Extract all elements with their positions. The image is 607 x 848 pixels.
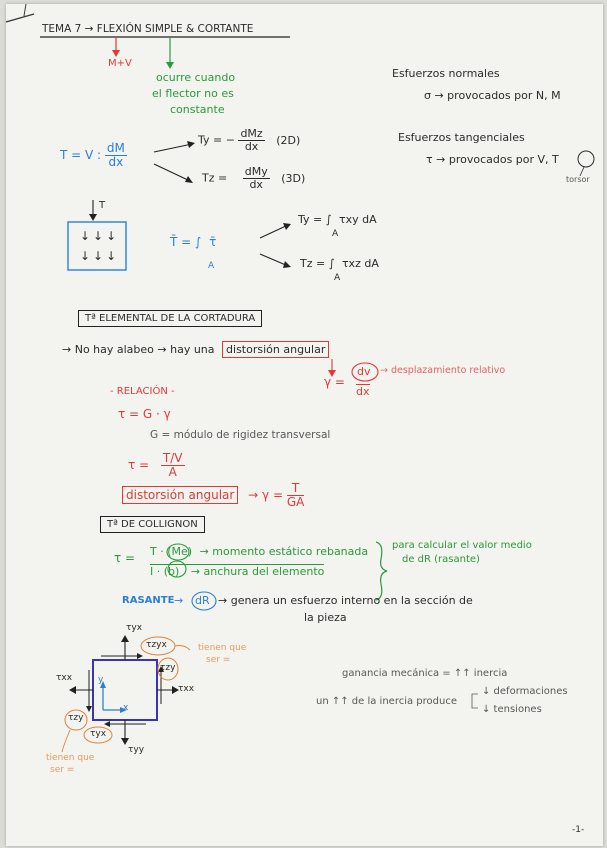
distorsion-box: distorsión angular bbox=[222, 341, 329, 358]
element-arrows-bottom: ↓↓↓ bbox=[80, 249, 120, 263]
tau-yx-top: τyx bbox=[126, 623, 143, 633]
g-description: G = módulo de rigidez transversal bbox=[150, 429, 331, 441]
tv-label: T = V : bbox=[60, 148, 102, 163]
esfuerzos-tangenciales: Esfuerzos tangenciales bbox=[398, 131, 525, 144]
dm-denominator: dx bbox=[108, 155, 124, 170]
collignon-numerator bbox=[150, 546, 368, 558]
ty-formula: Ty = − $\frac{\text{dMz}}{dx}$ (2D) bbox=[198, 127, 301, 154]
b-description: → anchura del elemento bbox=[190, 565, 325, 578]
tva-denominator: A bbox=[168, 465, 177, 480]
ty-integral-tail: τxy dA bbox=[338, 213, 377, 226]
esfuerzos-normales: Esfuerzos normales bbox=[392, 67, 500, 80]
tienen-que-top-2: ser = bbox=[206, 655, 231, 665]
i-b: I · (b) bbox=[150, 565, 180, 578]
tva-fraction bbox=[161, 452, 185, 479]
integral-area-a: A bbox=[208, 261, 215, 271]
notebook-page bbox=[6, 4, 603, 846]
ty-integral-lhs: Ty = ∫ bbox=[298, 213, 332, 226]
mv-label: M+V bbox=[108, 58, 132, 69]
flector-note-line2: el flector no es bbox=[152, 87, 234, 100]
tz-fraction bbox=[243, 166, 270, 191]
t-me: T · (Me) bbox=[150, 545, 193, 558]
esfuerzos-tangenciales-desc: τ → provocados por V, T bbox=[426, 153, 559, 166]
tau-g-gamma: τ = G · γ bbox=[118, 407, 171, 421]
para-calcular-line1: para calcular el valor medio bbox=[392, 540, 532, 551]
tbar-lhs: T̄ = ∫ bbox=[170, 235, 202, 249]
me-description: → momento estático rebanada bbox=[199, 545, 369, 558]
inercia-produce: un ↑↑ de la inercia produce bbox=[316, 696, 457, 707]
tz-numerator: dMy bbox=[244, 165, 268, 178]
flector-note-line3: constante bbox=[170, 103, 225, 116]
rasante-description-line2: la pieza bbox=[304, 611, 347, 624]
t-ga-numerator: T bbox=[287, 482, 305, 496]
dv-num: dv bbox=[357, 365, 371, 378]
esfuerzos-normales-desc: σ → provocados por N, M bbox=[424, 89, 561, 102]
rasante-description: → genera un esfuerzo interno en la sección de bbox=[218, 594, 473, 607]
tau-yy-bottom: τyy bbox=[128, 745, 145, 755]
tbar-formula bbox=[170, 236, 216, 249]
collignon-denominator bbox=[150, 564, 324, 578]
distorsion-gamma-formula bbox=[122, 482, 304, 509]
section-cortadura-title: Tª ELEMENTAL DE LA CORTADURA bbox=[78, 310, 262, 327]
dv-den: dx bbox=[356, 385, 370, 398]
alabeo-text: → No hay alabeo → hay una bbox=[62, 343, 215, 356]
tau-zyx: τzyx bbox=[146, 640, 167, 650]
tau-zy-left: τzy bbox=[68, 713, 84, 723]
alabeo-line bbox=[62, 344, 329, 356]
ty-integral bbox=[298, 214, 377, 226]
axis-x-label: x bbox=[123, 703, 129, 713]
tz-integral-a: A bbox=[334, 273, 341, 283]
element-arrows-top: ↓↓↓ bbox=[80, 229, 120, 243]
para-calcular-line2: de dR (rasante) bbox=[402, 554, 480, 565]
tz-lhs: Tz = bbox=[202, 171, 228, 185]
tau-yx-bottom: τyx bbox=[90, 729, 107, 739]
tau-xx-left: τxx bbox=[56, 673, 73, 683]
t-ga-fraction bbox=[287, 482, 305, 509]
tz-integral-lhs: Tz = ∫ bbox=[300, 257, 335, 270]
ty-2d: (2D) bbox=[276, 133, 301, 147]
tienen-que-bottom-2: ser = bbox=[50, 765, 75, 775]
dr-label: dR bbox=[195, 594, 210, 607]
ty-integral-a: A bbox=[332, 229, 339, 239]
t-ga-denominator: GA bbox=[286, 495, 305, 510]
page-number: -1- bbox=[572, 825, 585, 835]
torsor-note: torsor bbox=[566, 175, 590, 184]
tau-xx-right: τxx bbox=[178, 684, 195, 694]
relacion-heading: - RELACIÓN - bbox=[110, 386, 175, 397]
tau-zy-right: τzy bbox=[160, 663, 176, 673]
collignon-tau: τ = bbox=[114, 551, 136, 565]
tz-denominator: dx bbox=[249, 178, 263, 192]
gamma-label: γ = bbox=[324, 375, 345, 389]
tau-tva-formula bbox=[128, 452, 185, 479]
ty-denominator: dx bbox=[244, 140, 259, 154]
flector-note-line1: ocurre cuando bbox=[156, 71, 236, 84]
tz-integral-tail: τxz dA bbox=[341, 257, 379, 270]
tensiones-note: ↓ tensiones bbox=[482, 704, 542, 715]
ty-lhs: Ty = bbox=[198, 133, 223, 147]
ty-numerator: dMz bbox=[240, 127, 263, 140]
tz-formula bbox=[202, 166, 305, 191]
tz-3d: (3D) bbox=[281, 171, 306, 185]
tienen-que-bottom-1: tienen que bbox=[46, 753, 95, 763]
tau-bar: τ̄ bbox=[209, 235, 217, 249]
rasante-arrow: → bbox=[174, 594, 184, 607]
gamma2-label: → γ = bbox=[248, 488, 284, 503]
ty-fraction bbox=[238, 128, 264, 153]
dm-dx-fraction bbox=[105, 142, 127, 169]
tv-formula bbox=[60, 142, 127, 169]
distorsion-angular-box: distorsión angular bbox=[122, 486, 238, 504]
dm-numerator: dM bbox=[106, 141, 125, 155]
desplazamiento-note: → desplazamiento relativo bbox=[380, 365, 506, 376]
tienen-que-top-1: tienen que bbox=[198, 643, 247, 653]
tau-tva-lhs: τ = bbox=[128, 458, 150, 473]
t-force-label: T bbox=[99, 200, 106, 211]
page-title: TEMA 7 → FLEXIÓN SIMPLE & CORTANTE bbox=[42, 23, 254, 35]
section-collignon-title: Tª DE COLLIGNON bbox=[100, 516, 205, 533]
rasante-label: RASANTE bbox=[122, 595, 175, 606]
ganancia-mecanica: ganancia mecánica = ↑↑ inercia bbox=[342, 668, 508, 679]
tz-integral bbox=[300, 258, 379, 270]
tva-numerator: T/V bbox=[162, 451, 183, 465]
axis-y-label: y bbox=[98, 675, 104, 685]
deformaciones-note: ↓ deformaciones bbox=[482, 686, 568, 697]
